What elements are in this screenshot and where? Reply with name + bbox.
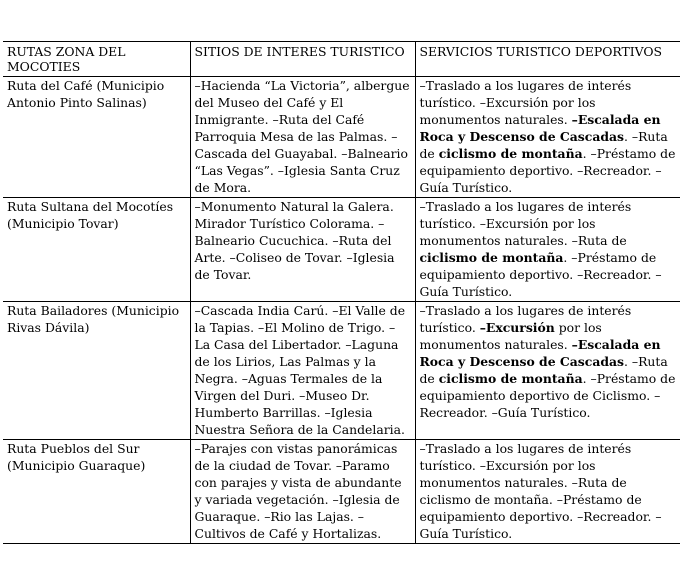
service-text: . –Ruta de <box>419 354 668 386</box>
services-cell <box>415 198 680 302</box>
services-cell <box>415 440 680 544</box>
services-cell <box>415 77 680 198</box>
service-text: –Traslado a los lugares de interés turístico. –Excursión por los monumentos naturales. <box>419 78 632 127</box>
table-row <box>3 77 680 198</box>
tourism-routes-table <box>3 41 680 544</box>
services-cell <box>415 302 680 440</box>
table-header <box>3 42 680 77</box>
service-text: –Traslado a los lugares de interés turístico. –Excursión por los monumentos naturales. –Ruta de ciclismo de montaña. –Préstamo de equipamiento deportivo. –Recreador. –Guía Turístico. <box>419 441 662 541</box>
sites-cell: –Hacienda “La Victoria”, albergue del Museo del Café y El Inmigrante. –Ruta del Café Parroquia Mesa de las Palmas. –Cascada del Guayabal. –Balneario “Las Vegas”. –Iglesia Santa Cruz de Mora. <box>190 77 415 198</box>
header-row <box>3 42 680 77</box>
route-cell: Ruta Bailadores (Municipio Rivas Dávila) <box>7 303 180 335</box>
service-text: por los monumentos naturales. <box>419 320 602 352</box>
highlighted-service-text: –Escalada en Roca y Descenso de Cascadas <box>419 112 661 144</box>
sites-cell: –Cascada India Carú. –El Valle de la Tapias. –El Molino de Trigo. – La Casa del Libertador. –Laguna de los Lirios, Las Palmas y la Negra. –Aguas Termales de la Virgen del Duri. –Museo Dr. Humberto Barrillas. –Iglesia Nuestra Señora de la Candelaria. <box>190 302 415 440</box>
header-sites: SITIOS DE INTERES TURISTICO <box>190 42 415 77</box>
table-row <box>3 302 680 440</box>
service-text: . –Ruta de <box>419 129 668 161</box>
highlighted-service-text: ciclismo de montaña <box>419 250 564 265</box>
table-row <box>3 440 680 544</box>
table-row <box>3 198 680 302</box>
header-routes: RUTAS ZONA DEL MOCOTIES <box>7 44 126 74</box>
route-cell: Ruta Pueblos del Sur (Municipio Guaraque) <box>7 441 146 473</box>
route-cell: Ruta del Café (Municipio Antonio Pinto Salinas) <box>7 78 165 110</box>
highlighted-service-text: ciclismo de montaña <box>438 146 583 161</box>
service-text: –Traslado a los lugares de interés turístico. <box>419 303 632 335</box>
service-text: . –Préstamo de equipamiento deportivo. –Recreador. –Guía Turístico. <box>419 250 662 299</box>
service-text: –Traslado a los lugares de interés turístico. –Excursión por los monumentos naturales. –Ruta de <box>419 199 632 248</box>
table-body <box>3 77 680 544</box>
sites-cell: –Monumento Natural la Galera. Mirador Turístico Colorama. –Balneario Cucuchica. –Ruta del Arte. –Coliseo de Tovar. –Iglesia de Tovar. <box>190 198 415 302</box>
service-text: . –Préstamo de equipamiento deportivo. –Recreador. –Guía Turístico. <box>419 146 676 195</box>
highlighted-service-text: –Escalada en Roca y Descenso de Cascadas <box>419 337 661 369</box>
highlighted-service-text: ciclismo de montaña <box>438 371 583 386</box>
highlighted-service-text: –Excursión <box>479 320 555 335</box>
header-services: SERVICIOS TURISTICO DEPORTIVOS <box>415 42 680 77</box>
sites-cell: –Parajes con vistas panorámicas de la ciudad de Tovar. –Paramo con parajes y vista de abundante y variada vegetación. –Iglesia de Guaraque. –Rio las Lajas. –Cultivos de Café y Hortalizas. <box>190 440 415 544</box>
route-cell: Ruta Sultana del Mocotíes (Municipio Tovar) <box>7 199 174 231</box>
service-text: . –Préstamo de equipamiento deportivo de Ciclismo. –Recreador. –Guía Turístico. <box>419 371 676 420</box>
